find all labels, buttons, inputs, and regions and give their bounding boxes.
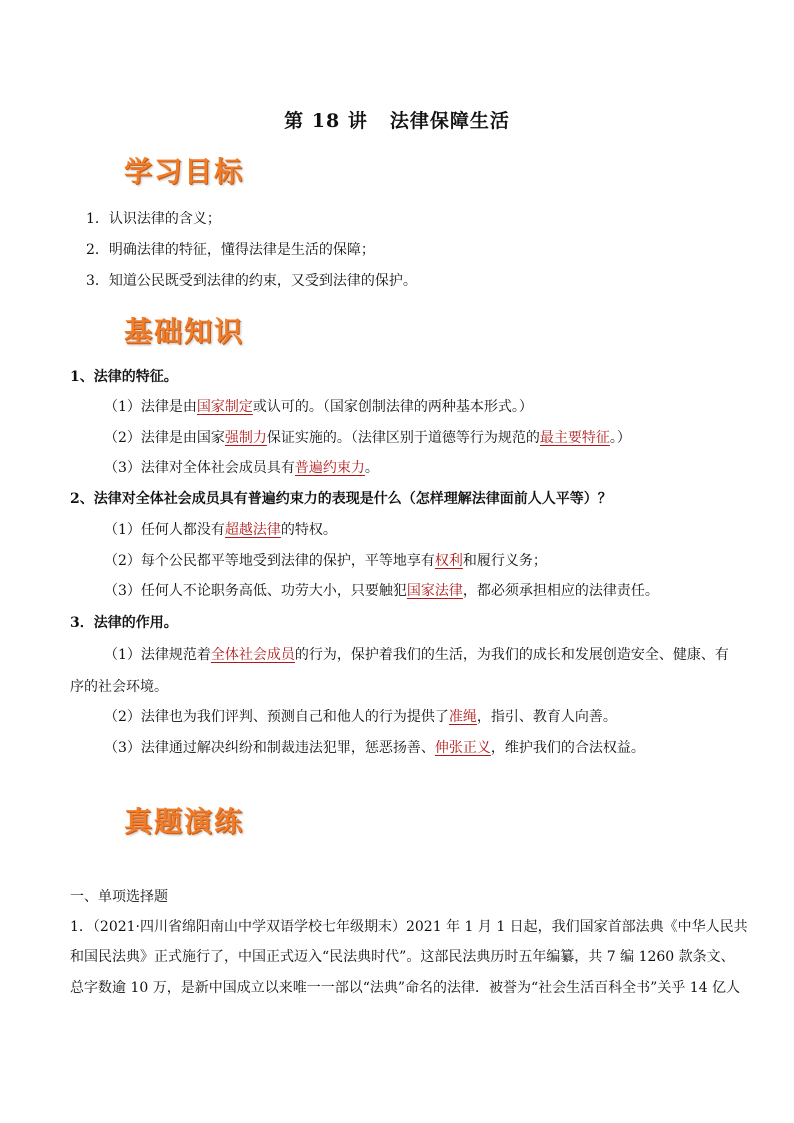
key-term: 超越法律 (224, 522, 281, 538)
key-term: 国家法律 (406, 583, 463, 599)
key-term: 最主要特征 (539, 430, 610, 446)
key-term: 伸张正义 (434, 740, 491, 756)
question-text-line: 总字数逾 10 万，是新中国成立以来唯一一部以“法典”命名的法律．被誉为“社会生活百科全书”关乎 14 亿人 (70, 980, 741, 996)
page-title (0, 106, 794, 133)
knowledge-item: （2）法律也为我们评判、预测自己和他人的行为提供了准绳，指引、教育人向善。 (104, 709, 617, 725)
lecture-number: 第 18 讲 (284, 110, 368, 132)
section-heading-practice: 真题演练 (124, 805, 245, 838)
knowledge-item: （3）任何人不论职务高低、功劳大小，只要触犯国家法律，都必须承担相应的法律责任。 (104, 583, 659, 599)
lecture-topic: 法律保障生活 (389, 110, 510, 132)
knowledge-heading-1: 1、法律的特征。 (70, 369, 178, 385)
knowledge-item: （2）法律是由国家强制力保证实施的。（法律区别于道德等行为规范的最主要特征。） (104, 430, 631, 446)
knowledge-heading-2: 2、法律对全体社会成员具有普遍约束力的表现是什么（怎样理解法律面前人人平等）？ (70, 491, 612, 507)
knowledge-item: （3）法律通过解决纠纷和制裁违法犯罪，惩恶扬善、伸张正义，维护我们的合法权益。 (104, 740, 645, 756)
question-text-line: 1．（2021·四川省绵阳南山中学双语学校七年级期末）2021 年 1 月 1 日起，我们国家首部法典《中华人民共 (70, 919, 748, 935)
goal-item: 3．知道公民既受到法律的约束，又受到法律的保护。 (86, 273, 417, 289)
knowledge-heading-3: 3．法律的作用。 (70, 615, 178, 631)
knowledge-item: （2）每个公民都平等地受到法律的保护，平等地享有权利和履行义务； (104, 553, 547, 569)
knowledge-item-continued: 序的社会环境。 (70, 679, 168, 695)
key-term: 全体社会成员 (210, 647, 295, 663)
knowledge-item: （1）法律规范着全体社会成员的行为，保护着我们的生活，为我们的成长和发展创造安全、健康、有 (104, 647, 729, 663)
question-text-line: 和国民法典》正式施行了，中国正式迈入“民法典时代”。这部民法典历时五年编纂，共 7 编 1260 款条文、 (70, 949, 735, 965)
key-term: 国家制定 (196, 399, 253, 415)
section-heading-goals: 学习目标 (124, 155, 245, 188)
key-term: 强制力 (224, 430, 267, 446)
knowledge-item: （1）法律是由国家制定或认可的。（国家创制法律的两种基本形式。） (104, 399, 533, 415)
goal-item: 2．明确法律的特征，懂得法律是生活的保障； (86, 242, 375, 258)
key-term: 权利 (434, 553, 463, 569)
knowledge-item: （1）任何人都没有超越法律的特权。 (104, 522, 337, 538)
goal-item: 1．认识法律的含义； (86, 211, 221, 227)
key-term: 普遍约束力 (294, 460, 365, 476)
key-term: 准绳 (448, 709, 477, 725)
knowledge-item: （3）法律对全体社会成员具有普遍约束力。 (104, 460, 379, 476)
question-type: 一、单项选择题 (70, 889, 168, 905)
section-heading-basics: 基础知识 (124, 315, 245, 348)
